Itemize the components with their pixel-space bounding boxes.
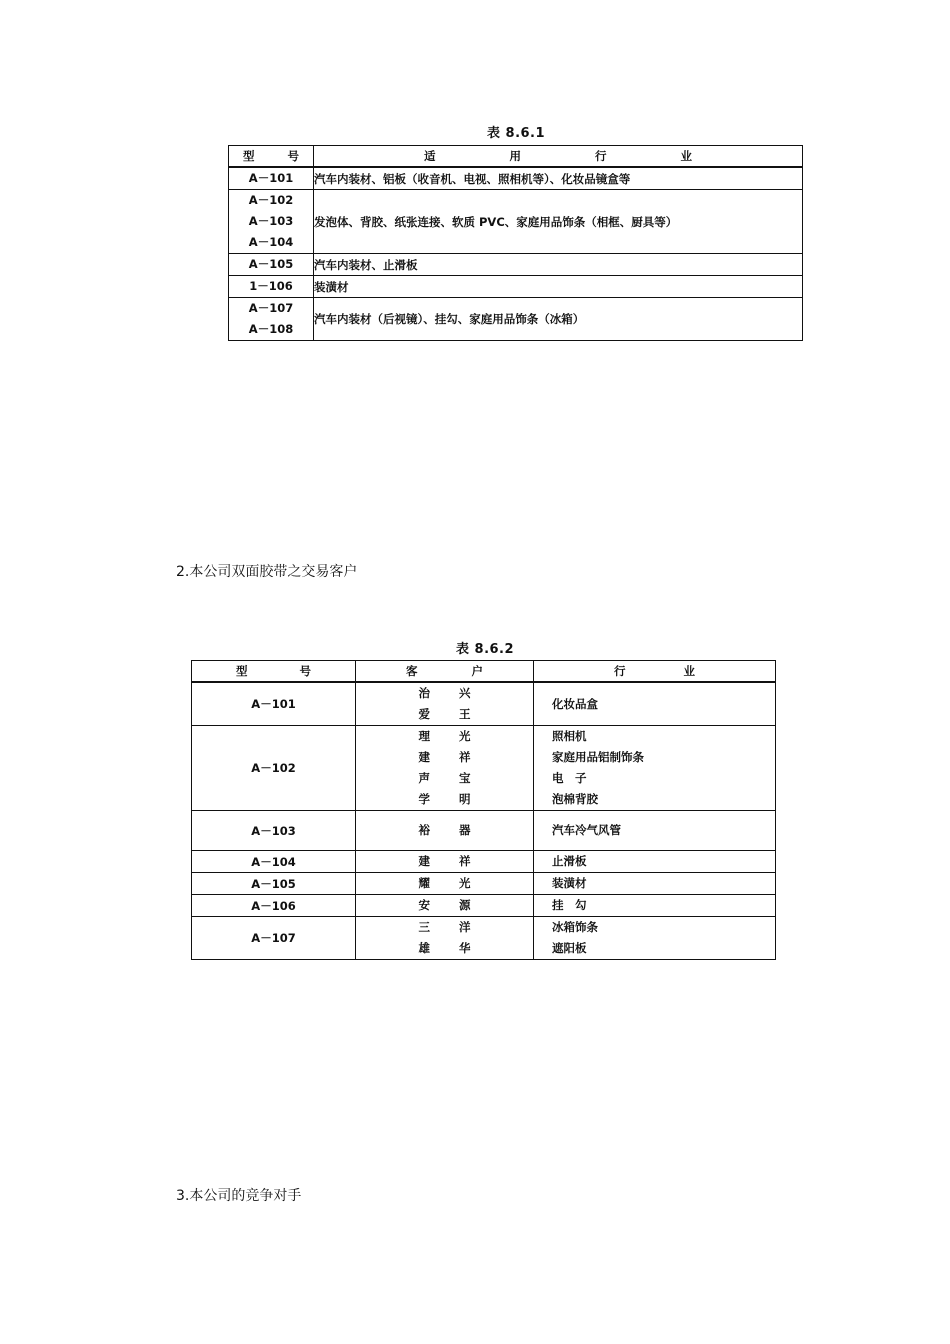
header-char: 用 [509, 149, 521, 163]
industry-cell [534, 726, 776, 811]
table2-header-industry [534, 661, 776, 683]
industry-name: 装潢材 [552, 876, 587, 890]
industry-cell [534, 917, 776, 960]
industry-name: 照相机 [552, 729, 587, 743]
customer-cell [356, 917, 534, 960]
table-row [192, 726, 776, 811]
industry-name: 泡棉背胶 [552, 792, 598, 806]
model-code: A－104 [248, 235, 294, 249]
header-char: 行 [614, 664, 626, 678]
table-row [192, 895, 776, 917]
model-code: A－108 [248, 322, 294, 336]
industry-name: 止滑板 [552, 854, 587, 868]
model-cell [229, 254, 314, 276]
table-row [192, 811, 776, 851]
table-row [192, 851, 776, 873]
header-char: 适 [424, 149, 436, 163]
model-code: A－107 [248, 301, 294, 315]
customer-name: 理光 [418, 729, 471, 743]
model-code: A－102 [248, 193, 294, 207]
customer-name: 三洋 [418, 920, 471, 934]
model-cell: A－105 [192, 873, 356, 895]
header-char: 户 [471, 664, 483, 678]
table-8-6-1 [228, 145, 803, 341]
header-char: 业 [680, 149, 692, 163]
table-row [229, 167, 803, 190]
table2-header-model [192, 661, 356, 683]
table2-header-row [192, 661, 776, 683]
customer-name: 声宝 [418, 771, 471, 785]
industry-cell [534, 895, 776, 917]
table-8-6-2 [191, 660, 776, 960]
customer-cell [356, 895, 534, 917]
use-cell: 装潢材 [314, 276, 803, 298]
model-cell: A－107 [192, 917, 356, 960]
customer-cell [356, 682, 534, 726]
model-cell: A－102 [192, 726, 356, 811]
header-char: 客 [406, 664, 418, 678]
table2-header-customer [356, 661, 534, 683]
customer-name: 建祥 [418, 750, 471, 764]
customer-name: 安源 [418, 898, 471, 912]
customer-name: 雄华 [418, 941, 471, 955]
use-cell: 汽车内装材、止滑板 [314, 254, 803, 276]
header-char: 型 [243, 149, 255, 163]
table-row [229, 276, 803, 298]
model-cell: A－101 [192, 682, 356, 726]
header-char: 行 [595, 149, 607, 163]
header-char: 型 [236, 664, 248, 678]
model-code: A－103 [248, 214, 294, 228]
table2-caption: 表 8.6.2 [456, 642, 515, 657]
customer-cell [356, 726, 534, 811]
customer-name: 建祥 [418, 854, 471, 868]
industry-cell [534, 873, 776, 895]
header-char: 号 [287, 149, 299, 163]
table-row [192, 873, 776, 895]
customer-cell [356, 811, 534, 851]
industry-name: 电 子 [552, 771, 587, 785]
industry-cell [534, 682, 776, 726]
section-heading-3: 3.本公司的竞争对手 [176, 1188, 302, 1204]
use-cell: 发泡体、背胶、纸张连接、软质 PVC、家庭用品饰条（相框、厨具等） [314, 190, 803, 254]
model-cell: A－103 [192, 811, 356, 851]
industry-name: 家庭用品铝制饰条 [552, 750, 644, 764]
table1-header-model [229, 146, 314, 168]
section-heading-2: 2.本公司双面胶带之交易客户 [176, 564, 358, 580]
model-cell: A－106 [192, 895, 356, 917]
model-cell [229, 167, 314, 190]
customer-name: 爱王 [418, 707, 471, 721]
header-char: 业 [683, 664, 695, 678]
industry-name: 挂 勾 [552, 898, 587, 912]
industry-cell [534, 811, 776, 851]
industry-name: 冰箱饰条 [552, 920, 598, 934]
model-cell [229, 276, 314, 298]
model-code: A－101 [248, 171, 294, 185]
customer-name: 裕器 [418, 823, 471, 837]
customer-cell [356, 851, 534, 873]
table1-caption: 表 8.6.1 [487, 126, 546, 141]
customer-name: 耀光 [418, 876, 471, 890]
model-cell [229, 190, 314, 254]
customer-name: 学明 [418, 792, 471, 806]
industry-name: 汽车冷气风管 [552, 823, 621, 837]
model-code: A－105 [248, 257, 294, 271]
header-char: 号 [299, 664, 311, 678]
table-row [229, 298, 803, 341]
industry-cell [534, 851, 776, 873]
table-row [229, 254, 803, 276]
model-code: 1－106 [249, 279, 293, 293]
industry-name: 化妆品盒 [552, 696, 598, 711]
table1-header-use [314, 146, 803, 168]
customer-cell [356, 873, 534, 895]
model-cell: A－104 [192, 851, 356, 873]
use-cell: 汽车内装材（后视镜）、挂勾、家庭用品饰条（冰箱） [314, 298, 803, 341]
model-cell [229, 298, 314, 341]
industry-name: 遮阳板 [552, 941, 587, 955]
table-row [192, 917, 776, 960]
table-row [229, 190, 803, 254]
table-row [192, 682, 776, 726]
customer-name: 治兴 [418, 686, 471, 700]
use-cell: 汽车内装材、铝板（收音机、电视、照相机等）、化妆品镜盒等 [314, 167, 803, 190]
table1-header-row [229, 146, 803, 168]
